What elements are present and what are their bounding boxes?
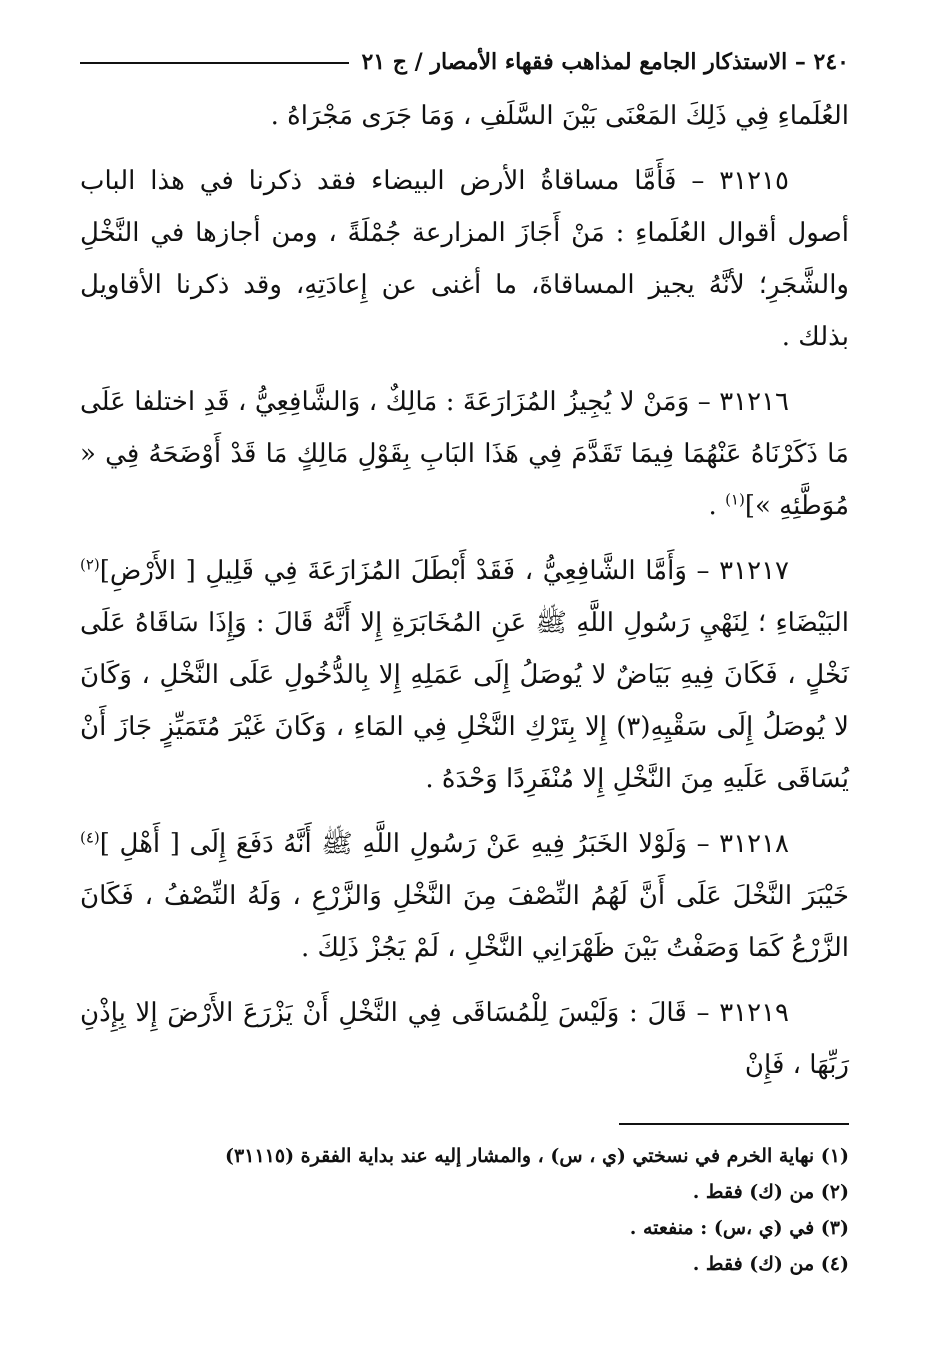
footnote-marker[interactable]: (٢) [80, 555, 100, 574]
paragraph-text: وَأَمَّا الشَّافِعِيُّ ، فَقَدْ أَبْطَلَ المُزَارَعَةَ فِي قَلِيلِ [ الأَرْضِ] [99, 556, 687, 586]
footnote-4: (٤) من (ك) فقط . [692, 1253, 849, 1275]
paragraph-tail: . [708, 491, 726, 521]
paragraph-text: قَالَ : وَلَيْسَ لِلْمُسَاقَى فِي النَّخْلِ أَنْ يَزْرَعَ الأَرْضَ إِلا بِإِذْنِ رَبِّهَا ، فَإِنْ [80, 998, 849, 1080]
body-text [80, 90, 849, 1091]
footnote-3: (٣) في (ي ،س) : منفعته . [629, 1217, 849, 1239]
header-rule [80, 62, 349, 64]
paragraph-31216: ٣١٢١٦ – وَمَنْ لا يُجِيزُ المُزَارَعَةَ : مَالِكٌ ، وَالشَّافِعِيُّ ، قَدِ اختلفا عَلَى مَا ذَكَرْنَاهُ عَنْهُمَا فِيمَا تَقَدَّمَ فِي هَذَا البَابِ بِقَوْلِ مَالِكٍ مَا قَدْ أَوْضَحَهُ فِي « مُوَطَّئِهِ »]$^{(١)}$ . [80, 387, 849, 521]
paragraph-tail: البَيْضَاءِ ؛ لِنَهْيِ رَسُولِ اللَّهِ ﷺ عَنِ المُخَابَرَةِ إِلا أَنَّهُ قَالَ : وَإِذَا سَاقَاهُ عَلَى نَخْلٍ ، فَكَانَ فِيهِ بَيَاضٌ لا يُوصَلُ إِلَى عَمَلِهِ إِلا بِالدُّخُولِ عَلَى النَّخْلِ ، وَكَانَ لا يُوصَلُ إِلَى سَقْيِهِ(٣) إِلا بِتَرْكِ النَّخْلِ فِي المَاءِ ، وَكَانَ غَيْرَ مُتَمَيِّزٍ جَازَ أَنْ يُسَاقَى عَلَيهِ مِنَ النَّخْلِ إِلا مُنْفَرِدًا وَحْدَهُ . [80, 608, 849, 794]
paragraph-31215: ٣١٢١٥ – فَأَمَّا مساقاةُ الأرض البيضاء فقد ذكرنا في هذا الباب أصول أقوال العُلَماءِ : مَنْ أَجَازَ المزارعة جُمْلَةً ، ومن أجازها في النَّخْلِ والشَّجَرِ؛ لأنَّهُ يجيز المساقاةَ، ما أغنى عن إِعادَتِهِ، وقد ذكرنا الأقاويل بذلك . [80, 166, 849, 352]
paragraph-text: فَأَمَّا مساقاةُ الأرض البيضاء فقد ذكرنا في هذا الباب أصول أقوال العُلَماءِ : مَنْ أَجَازَ المزارعة جُمْلَةً ، ومن أجازها في النَّخْلِ والشَّجَرِ؛ لأنَّهُ يجيز المساقاةَ، ما أغنى عن إِعادَتِهِ، وقد ذكرنا الأقاويل بذلك . [80, 166, 849, 352]
paragraph-number: ٣١٢١٧ [719, 556, 789, 586]
paragraph-31218: ٣١٢١٨ – وَلَوْلا الخَبَرُ فِيهِ عَنْ رَسُولِ اللَّهِ ﷺ أَنَّهُ دَفَعَ إِلَى [ أَهْلِ ]$^{(٤)}$ خَيْبَرَ النَّخْلَ عَلَى أَنَّ لَهُمُ النِّصْفَ مِنَ النَّخْلِ وَالزَّرْعِ ، وَلَهُ النِّصْفُ ، فَكَانَ الزَّرْعُ كَمَا وَصَفْتُ بَيْنَ ظَهْرَانِي النَّخْلِ ، لَمْ يَجُزْ ذَلِكَ . [80, 828, 849, 963]
header-title: ٢٤٠ – الاستذكار الجامع لمذاهب فقهاء الأمصار / ج ٢١ [361, 49, 849, 75]
paragraph-number: ٣١٢١٩ [719, 998, 790, 1028]
paragraph-number: ٣١٢١٥ [719, 166, 790, 196]
paragraph-number: ٣١٢١٦ [719, 387, 790, 417]
footnote-separator [619, 1123, 849, 1125]
running-header [80, 40, 849, 84]
footnote-marker[interactable]: (٤) [80, 828, 100, 847]
paragraph-31219: ٣١٢١٩ – قَالَ : وَلَيْسَ لِلْمُسَاقَى فِي النَّخْلِ أَنْ يَزْرَعَ الأَرْضَ إِلا بِإِذْنِ رَبِّهَا ، فَإِنْ [80, 998, 849, 1080]
paragraph-continuation [80, 90, 849, 142]
paragraph-text: العُلَماءِ فِي ذَلِكَ المَعْنَى بَيْنَ السَّلَفِ ، وَمَا جَرَى مَجْرَاهُ . [270, 101, 849, 131]
paragraph-text: وَلَوْلا الخَبَرُ فِيهِ عَنْ رَسُولِ اللَّهِ ﷺ أَنَّهُ دَفَعَ إِلَى [ أَهْلِ ] [99, 829, 687, 859]
document-page [80, 40, 849, 1369]
paragraph-tail: خَيْبَرَ النَّخْلَ عَلَى أَنَّ لَهُمُ النِّصْفَ مِنَ النَّخْلِ وَالزَّرْعِ ، وَلَهُ النِّصْفُ ، فَكَانَ الزَّرْعُ كَمَا وَصَفْتُ بَيْنَ ظَهْرَانِي النَّخْلِ ، لَمْ يَجُزْ ذَلِكَ . [80, 881, 849, 963]
paragraph-text: وَمَنْ لا يُجِيزُ المُزَارَعَةَ : مَالِكٌ ، وَالشَّافِعِيُّ ، قَدِ اختلفا عَلَى مَا ذَكَرْنَاهُ عَنْهُمَا فِيمَا تَقَدَّمَ فِي هَذَا البَابِ بِقَوْلِ مَالِكٍ مَا قَدْ أَوْضَحَهُ فِي « مُوَطَّئِهِ »] [80, 387, 849, 521]
footnote-1: (١) نهاية الخرم في نسختي (ي ، س) ، والمشار إليه عند بداية الفقرة (٣١١١٥) [225, 1145, 849, 1167]
footnote-marker[interactable]: (١) [725, 490, 745, 509]
paragraph-31217: ٣١٢١٧ – وَأَمَّا الشَّافِعِيُّ ، فَقَدْ أَبْطَلَ المُزَارَعَةَ فِي قَلِيلِ [ الأَرْضِ]$^{(٢)}$ البَيْضَاءِ ؛ لِنَهْيِ رَسُولِ اللَّهِ ﷺ عَنِ المُخَابَرَةِ إِلا أَنَّهُ قَالَ : وَإِذَا سَاقَاهُ عَلَى نَخْلٍ ، فَكَانَ فِيهِ بَيَاضٌ لا يُوصَلُ إِلَى عَمَلِهِ إِلا بِالدُّخُولِ عَلَى النَّخْلِ ، وَكَانَ لا يُوصَلُ إِلَى سَقْيِهِ(٣) إِلا بِتَرْكِ النَّخْلِ فِي المَاءِ ، وَكَانَ غَيْرَ مُتَمَيِّزٍ جَازَ أَنْ يُسَاقَى عَلَيهِ مِنَ النَّخْلِ إِلا مُنْفَرِدًا وَحْدَهُ . [80, 555, 849, 794]
footnote-2: (٢) من (ك) فقط . [692, 1181, 849, 1203]
paragraph-number: ٣١٢١٨ [719, 829, 789, 859]
footnotes [80, 1138, 849, 1282]
